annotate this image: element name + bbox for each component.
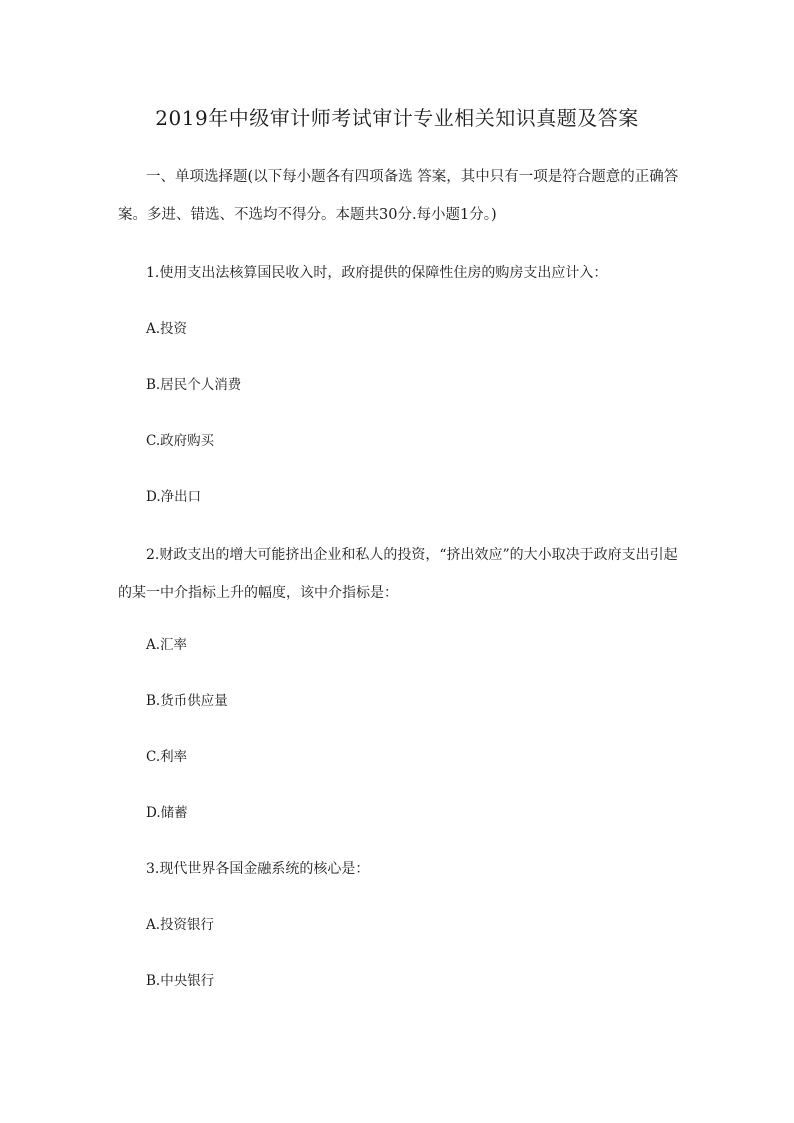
question-1-option-d: D.净出口 bbox=[146, 489, 202, 505]
question-3-option-a: A.投资银行 bbox=[146, 917, 215, 933]
section-intro: 一、单项选择题(以下每小题各有四项备选 答案，其中只有一项是符合题意的正确答案。多进、错选、不选均不得分。本题共30分.每小题1分。) bbox=[118, 169, 679, 223]
question-2-option-a: A.汇率 bbox=[146, 637, 188, 653]
question-2-stem: 2.财政支出的增大可能挤出企业和私人的投资，“挤出效应”的大小取决于政府支出引起的某一中介指标上升的幅度，该中介指标是： bbox=[118, 547, 678, 601]
question-1-option-b: B.居民个人消费 bbox=[146, 377, 242, 393]
question-2-option-b: B.货币供应量 bbox=[146, 693, 228, 709]
question-1-option-a: A.投资 bbox=[146, 321, 188, 337]
question-1-option-c: C.政府购买 bbox=[146, 433, 215, 449]
question-2-option-d: D.储蓄 bbox=[146, 805, 188, 821]
question-3-stem: 3.现代世界各国金融系统的核心是： bbox=[146, 861, 370, 877]
document-title: 2019年中级审计师考试审计专业相关知识真题及答案 bbox=[155, 106, 639, 130]
question-3-option-b: B.中央银行 bbox=[146, 973, 215, 989]
question-1-stem: 1.使用支出法核算国民收入时，政府提供的保障性住房的购房支出应计入： bbox=[146, 265, 608, 281]
question-2-option-c: C.利率 bbox=[146, 749, 188, 765]
